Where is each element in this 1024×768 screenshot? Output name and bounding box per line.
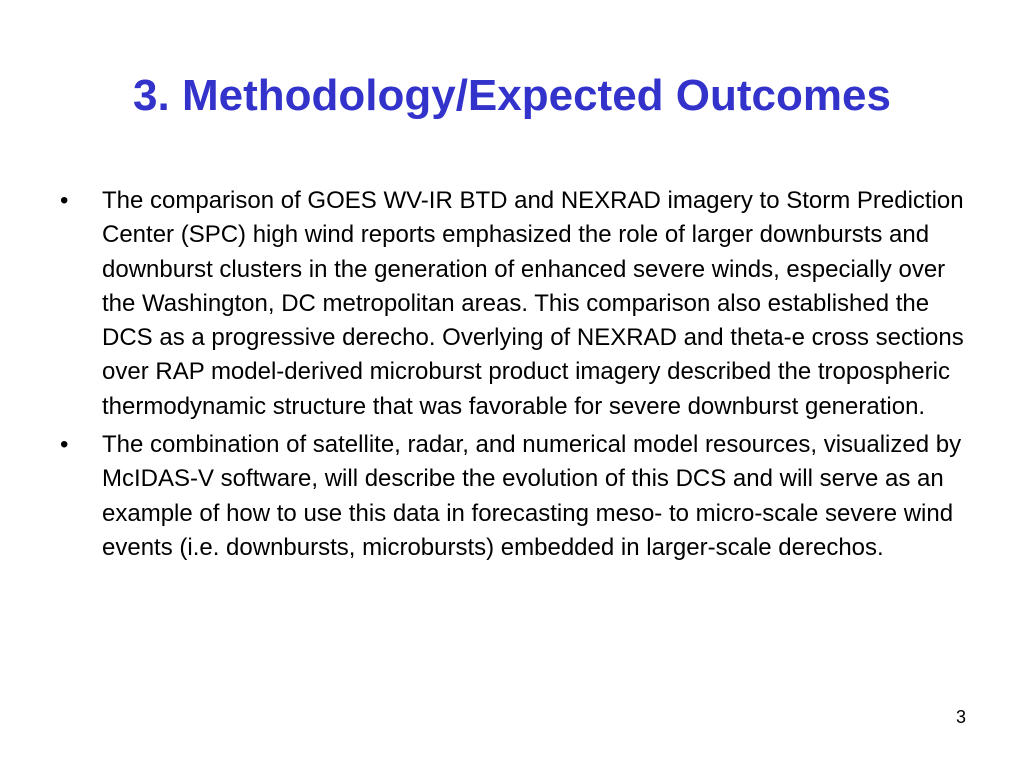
bullet-text: The comparison of GOES WV-IR BTD and NEXRAD imagery to Storm Prediction Center (SPC) high wind reports emphasized the role of larger downbursts and downburst clusters in the generation of enhanced severe winds, especially over the Washington, DC metropolitan areas. This comparison also established the DCS as a progressive derecho. Overlying of NEXRAD and theta-e cross sections over RAP model-derived microburst product imagery described the tropospheric thermodynamic structure that was favorable for severe downburst generation. bbox=[102, 187, 964, 420]
bullet-icon: • bbox=[60, 431, 69, 459]
bullet-text: The combination of satellite, radar, and numerical model resources, visualized by McIDAS-V software, will describe the evolution of this DCS and will serve as an example of how to use this data in forecasting meso- to micro-scale severe wind events (i.e. downbursts, microbursts) embedded in larger-scale derechos. bbox=[102, 431, 962, 561]
bullet-list bbox=[58, 184, 970, 569]
bullet-item bbox=[58, 428, 970, 565]
slide-number: 3 bbox=[955, 707, 966, 727]
bullet-item bbox=[58, 184, 970, 424]
slide-title: 3. Methodology/Expected Outcomes bbox=[133, 71, 891, 120]
bullet-icon: • bbox=[60, 187, 69, 214]
